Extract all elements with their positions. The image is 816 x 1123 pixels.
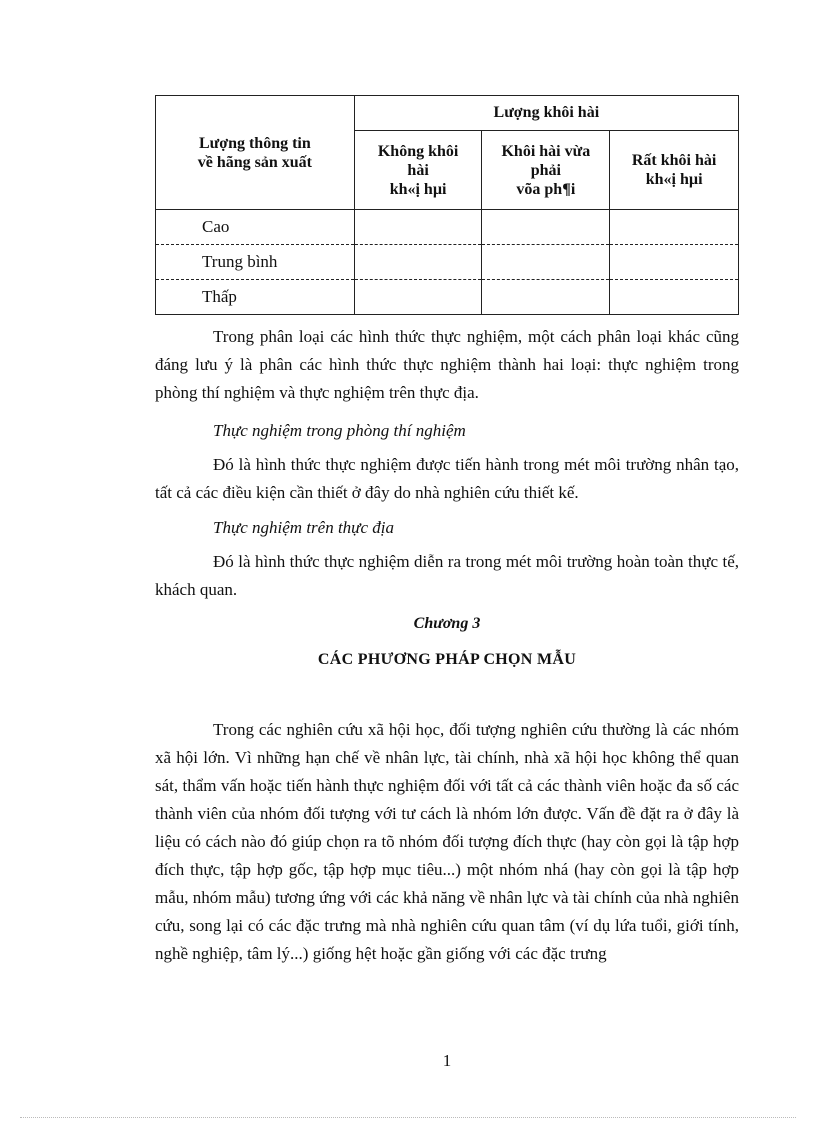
- sub-header-1-line1: Không khôi: [377, 142, 459, 160]
- page-number: 1: [442, 1051, 452, 1070]
- col0-header-line1: Lượng thông tin: [198, 134, 311, 152]
- paragraph-classification: Trong phân loại các hình thức thực nghiệm, một cách phân loại khác cũng đáng lưu ý là phân các hình thức thực nghiệm thành hai loại: thực nghiệm trong phòng thí nghiệm và thực nghiệm trên thực địa.: [155, 327, 739, 402]
- sub-header-2-line2: phải: [530, 161, 561, 179]
- paragraph-lab-experiment: Đó là hình thức thực nghiệm được tiến hành trong mét môi trường nhân tạo, tất cả các điều kiện cần thiết ở đây do nhà nghiên cứu thiết kế.: [155, 455, 739, 502]
- col0-header: [156, 96, 355, 210]
- sub-header-2-line3: võa ph¶i: [516, 180, 576, 198]
- sub-header-very-humor: [610, 131, 739, 210]
- table-cell: [354, 210, 482, 245]
- sub-header-1-line2: hài: [407, 161, 429, 179]
- humor-info-table: [155, 95, 739, 315]
- table-row: [156, 280, 739, 315]
- group-header: Lượng khôi hài: [354, 96, 738, 131]
- table-cell: [354, 245, 482, 280]
- paragraph-field-experiment: Đó là hình thức thực nghiệm diễn ra trong mét môi trường hoàn toàn thực tế, khách quan.: [155, 552, 739, 599]
- col0-header-line2: về hãng sản xuất: [197, 153, 312, 171]
- table-cell: [482, 280, 610, 315]
- row-label: Thấp: [156, 280, 355, 315]
- subheading-field-experiment: Thực nghiệm trên thực địa: [213, 518, 394, 537]
- sub-header-moderate-humor: [482, 131, 610, 210]
- table-cell: [610, 210, 739, 245]
- table-cell: [610, 245, 739, 280]
- table-row: [156, 245, 739, 280]
- chapter-title: CÁC PHƯƠNG PHÁP CHỌN MẪU: [317, 651, 577, 668]
- table-cell: [354, 280, 482, 315]
- sub-header-no-humor: [354, 131, 482, 210]
- sub-header-3-line2: kh«ị hµi: [645, 171, 703, 188]
- sub-header-3-line1: Rất khôi hài: [631, 152, 717, 169]
- page-bottom-divider: [20, 1117, 796, 1118]
- paragraph-sampling-intro: Trong các nghiên cứu xã hội học, đối tượng nghiên cứu thường là các nhóm xã hội lớn. Vì những hạn chế về nhân lực, tài chính, nhà xã hội học không thể quan sát, thẩm vấn hoặc tiến hành thực nghiệm đối với tất cả các thành viên hoặc đa số các thành viên của nhóm đối tượng với tư cách là nhóm lớn được. Vấn đề đặt ra ở đây là liệu có cách nào đó giúp chọn ra tõ nhóm đối tượng đích thực (hay còn gọi là tập hợp đích thực, tập hợp gốc, tập hợp mục tiêu...) một nhóm nhá (hay còn gọi là tập hợp mẫu, nhóm mẫu) tương ứng với các khả năng về nhân lực và tài chính của nhà nghiên cứu, song lại có các đặc trưng mà nhà nghiên cứu quan tâm (ví dụ lứa tuổi, giới tính, nghề nghiệp, tâm lý...) giống hệt hoặc gần giống với các đặc trưng: [155, 720, 739, 963]
- subheading-lab-experiment: Thực nghiệm trong phòng thí nghiệm: [213, 421, 466, 440]
- table-cell: [482, 245, 610, 280]
- table-row: [156, 210, 739, 245]
- table-cell: [610, 280, 739, 315]
- row-label: Cao: [156, 210, 355, 245]
- sub-header-1-line3: kh«ị hµi: [389, 180, 447, 198]
- row-label: Trung bình: [156, 245, 355, 280]
- table-cell: [482, 210, 610, 245]
- sub-header-2-line1: Khôi hài vừa: [501, 142, 591, 160]
- chapter-label: Chương 3: [413, 615, 481, 632]
